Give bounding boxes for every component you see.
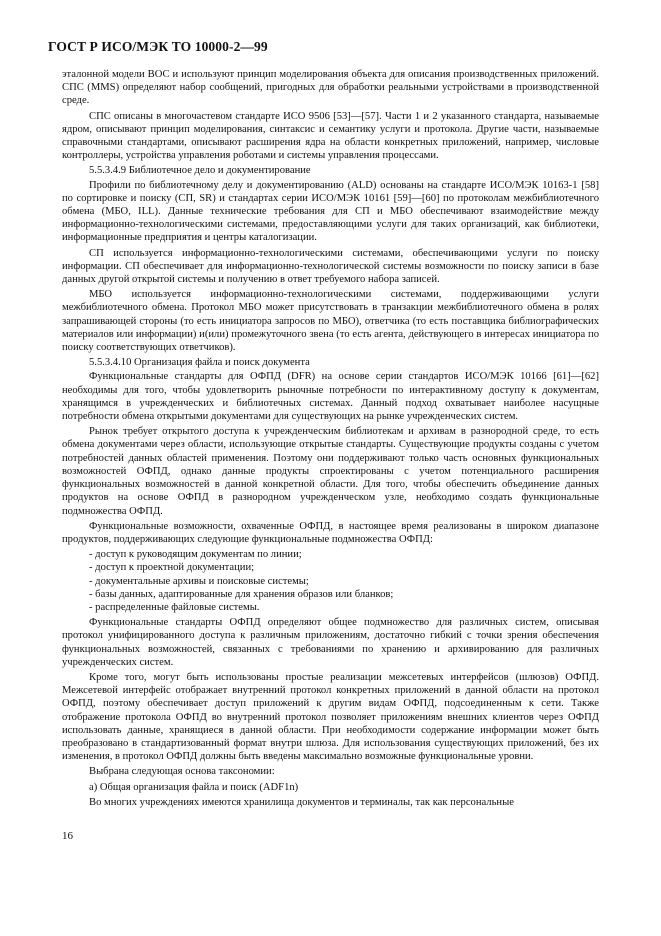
paragraph: Функциональные возможности, охваченные ОФПД, в настоящее время реализованы в широком диапазоне продуктов, поддерживающих следующие функциональные подмножества ОФПД: (62, 520, 599, 545)
section-heading: 5.5.3.4.9 Библиотечное дело и документирование (89, 165, 311, 177)
list-item: - доступ к проектной документации; (89, 562, 255, 574)
paragraph: МБО используется информационно-технологическими системами, поддерживающими услуги межбиблиотечного обмена. Протокол МБО может присутствовать в транзакции межбиблиотечного обмена в ролях запрашивающей стороны (то есть инициатора запросов по МБО), ответчика (то есть поставщика библиографических материалов или информации) и(или) промежуточного звена (то есть агента, действующего в интересах инициатора по поиску соответствующих ответчиков). (62, 289, 599, 354)
paragraph: Функциональные стандарты ОФПД определяют общее подмножество для различных систем, описывая протокол унифицированного доступа к различным приложениям, достаточно гибкий с точки зрения обеспечения функциональных возможностей, связанных с требованиями по хранению и архивированию для различных учрежденческих систем. (62, 617, 599, 668)
paragraph: Профили по библиотечному делу и документированию (ALD) основаны на стандарте ИСО/МЭК 10163-1 [58] по сортировке и поиску (СП, SR) и стандартах серии ИСО/МЭК 10161 [59]—[60] по протоколам межбиблиотечного обмена (МБО, ILL). Данные технические требования для СП и МБО обеспечивают взаимодействие между информационно-технологическими системами, предоставляющими услуги для таких организаций, как библиотеки, информационные предприятия и центры каталогизации. (62, 179, 599, 244)
body-text (62, 68, 599, 811)
subset-list (62, 548, 599, 614)
paragraph: Кроме того, могут быть использованы простые реализации межсетевых интерфейсов (шлюзов) ОФПД. Межсетевой интерфейс отображает внутренний протокол конкретных приложений в данной области на протокол ОФПД, поэтому обеспечивает доступ приложений к другим видам ОФПД, подсоединенным к сети. Также отображение протокола ОФПД во внутренний протокол позволяет приложениям внешних клиентов через ОФПД использовать данные, хранящиеся в данной области. При необходимости содержание информации может быть преобразовано в стандартизованный формат внутри шлюза. Для использования существующих приложений, без их изменения, в протокол ОФПД должны быть введены максимально возможные функциональные уровни. (62, 671, 599, 763)
list-item: - документальные архивы и поисковые системы; (89, 575, 309, 587)
paragraph: Функциональные стандарты для ОФПД (DFR) на основе серии стандартов ИСО/МЭК 10166 [61]—[62] необходимы для того, чтобы удовлетворить рыночные потребности по интерактивному доступу к документам, хранящимся в учрежденческих и библиотечных системах. Данный подход охватывает наиболее насущные потребности обмена открытыми документами для существующих на рынке учрежденческих систем. (62, 371, 599, 423)
paragraph: СП используется информационно-технологическими системами, обеспечивающими услуги по поиску информации. СП обеспечивает для информационно-технологической системы возможности по поиску записи в базе данных другой открытой системы и получению в ответ требуемого набора записей. (62, 247, 599, 286)
list-item: - доступ к руководящим документам по линии; (89, 549, 302, 561)
section-heading: 5.5.3.4.10 Организация файла и поиск документа (89, 357, 310, 369)
page-number: 16 (62, 830, 73, 842)
list-heading: а) Общая организация файла и поиск (ADF1n) (89, 781, 299, 793)
paragraph: Выбрана следующая основа таксономии: (89, 766, 275, 778)
paragraph: Рынок требует открытого доступа к учрежденческим библиотекам и архивам в разнородной среде, то есть обмена документами через области, использующие открытые стандарты. Существующие продукты созданы с учетом потребностей данных областей применения. Поэтому они поддерживают только часть основных функциональных возможностей ОФПД, однако данные продукты спроектированы с учетом потенциального расширения функциональных возможностей в данной конкретной области. Для того, чтобы обеспечить объединение данных продуктов на основе ОФПД в разнородном учрежденческом узле, необходимо создать функциональные подмножества ОФПД. (62, 426, 599, 517)
paragraph: Во многих учреждениях имеются хранилища документов и терминалы, так как персональные (89, 796, 514, 808)
paragraph: СПС описаны в многочастевом стандарте ИСО 9506 [53]—[57]. Части 1 и 2 указанного стандарта, называемые ядром, описывают принцип моделирования, синтаксис и семантику услуги и протокола. Другие части, называемые справочными стандартами, описывают расширения ядра на области конкретных приложений, например, числовые контроллеры, устройства управления роботами и системы управления процессами. (62, 110, 599, 162)
paragraph: эталонной модели ВОС и используют принцип моделирования объекта для описания производственных приложений. СПС (MMS) определяют набор сообщений, пригодных для обработки реальными устройствами в производственной среде. (62, 69, 599, 107)
page-header: ГОСТ Р ИСО/МЭК ТО 10000-2—99 (48, 39, 268, 54)
list-item: - базы данных, адаптированные для хранения образов или бланков; (89, 588, 394, 600)
list-item: - распределенные файловые системы. (89, 601, 260, 613)
